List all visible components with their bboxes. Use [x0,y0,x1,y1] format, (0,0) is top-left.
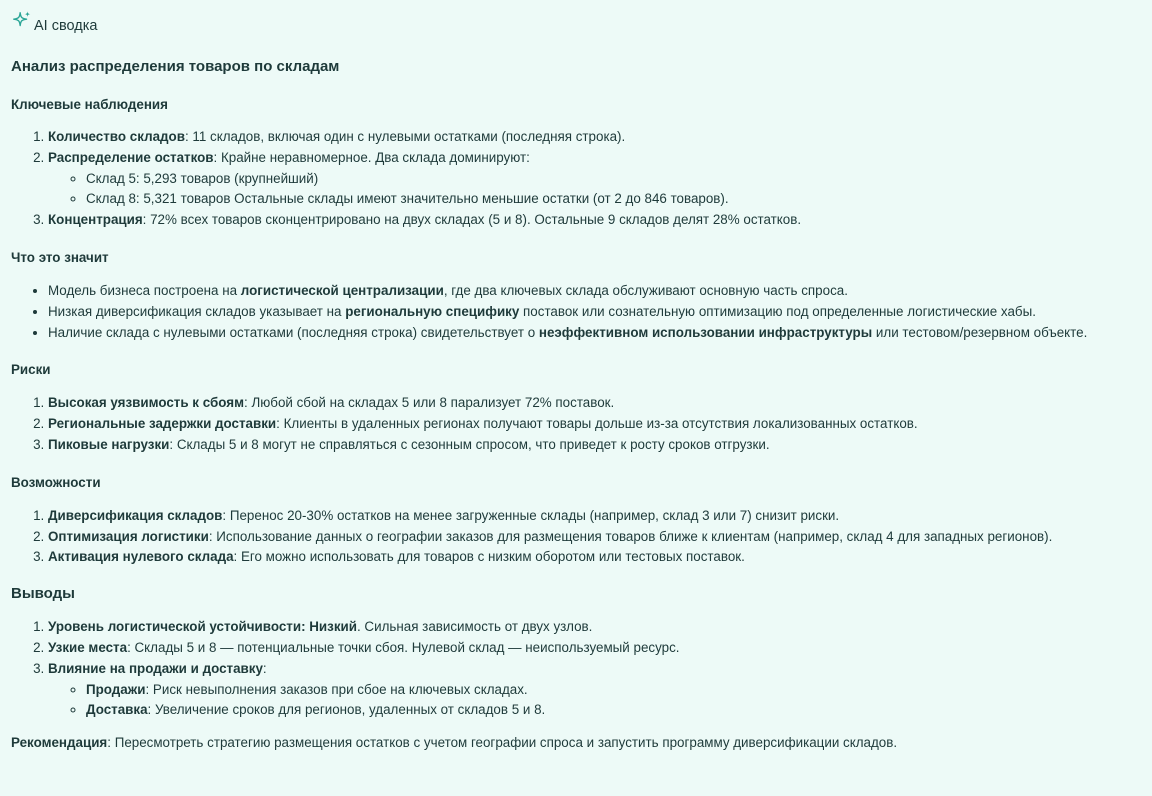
meaning-heading: Что это значит [11,249,109,265]
list-item: 3. Пиковые нагрузки: Склады 5 и 8 могут не справляться с сезонным спросом, что приведет к росту сроков отгрузки. [48,435,1141,456]
observations-section [11,96,1141,231]
opportunities-list [11,506,1141,568]
observations-heading: Ключевые наблюдения [11,97,168,112]
risks-heading: Риски [11,362,51,378]
list-item: 2. Распределение остатков: Крайне неравномерное. Два склада доминируют: ◦ Склад 5: 5,293 товаров (крупнейший) ◦ Склад 8: 5,321 товаров Остальные склады имеют значительно меньшие остатки (от 2 до 846 товаров). [48,148,1141,210]
sub-list-item: ◦ Склад 8: 5,321 товаров Остальные склады имеют значительно меньшие остатки (от 2 до 846 товаров). [86,189,1141,210]
risks-list [11,393,1141,455]
conclusions-heading: Выводы [11,585,75,603]
risks-section [11,361,1141,455]
sparkle-icon [11,10,33,32]
sub-list [48,680,1141,722]
list-item: 1. Уровень логистической устойчивости: Низкий. Сильная зависимость от двух узлов. [48,617,1141,638]
list-item: 3. Концентрация: 72% всех товаров сконцентрировано на двух складах (5 и 8). Остальные 9 складов делят 28% остатков. [48,210,1141,231]
meaning-section [11,249,1141,343]
list-item: • Низкая диверсификация складов указывает на региональную специфику поставок или сознательную оптимизацию под определенные логистические хабы. [48,302,1141,323]
list-item: 3. Активация нулевого склада: Его можно использовать для товаров с низким оборотом или тестовых поставок. [48,547,1141,568]
sub-list [48,169,1141,211]
opportunities-section [11,474,1141,568]
list-item: 1. Высокая уязвимость к сбоям: Любой сбой на складах 5 или 8 парализует 72% поставок. [48,393,1141,414]
sub-list-item: ◦ Склад 5: 5,293 товаров (крупнейший) [86,169,1141,190]
conclusions-list [11,617,1141,721]
list-item: • Модель бизнеса построена на логистической централизации, где два ключевых склада обслуживают основную часть спроса. [48,281,1141,302]
list-item: 3. Влияние на продажи и доставку: ◦ Продажи: Риск невыполнения заказов при сбое на ключевых складах. ◦ Доставка: Увеличение сроков для регионов, удаленных от складов 5 и 8. [48,659,1141,721]
observations-list [11,127,1141,231]
list-item: 2. Узкие места: Склады 5 и 8 — потенциальные точки сбоя. Нулевой склад — неиспользуемый ресурс. [48,638,1141,659]
list-item: 1. Диверсификация складов: Перенос 20-30% остатков на менее загруженные склады (например, склад 3 или 7) снизит риски. [48,506,1141,527]
opportunities-heading: Возможности [11,474,101,490]
sub-list-item: ◦ Доставка: Увеличение сроков для регионов, удаленных от складов 5 и 8. [86,700,1141,721]
conclusions-section [11,584,1141,721]
list-item: 2. Региональные задержки доставки: Клиенты в удаленных регионах получают товары дольше из-за отсутствия локализованных остатков. [48,414,1141,435]
sub-list-item: ◦ Продажи: Риск невыполнения заказов при сбое на ключевых складах. [86,680,1141,701]
summary-header [11,10,1141,38]
list-item: • Наличие склада с нулевыми остатками (последняя строка) свидетельствует о неэффективном использовании инфраструктуры или тестовом/резервном объекте. [48,323,1141,344]
list-item: 2. Оптимизация логистики: Использование данных о географии заказов для размещения товаров ближе к клиентам (например, склад 4 для западных регионов). [48,527,1141,548]
recommendation: Рекомендация: Пересмотреть стратегию размещения остатков с учетом географии спроса и запустить программу диверсификации складов. [11,735,898,751]
summary-title: AI сводка [34,18,98,34]
meaning-list [11,281,1141,343]
list-item: 1. Количество складов: 11 складов, включая один с нулевыми остатками (последняя строка). [48,127,1141,148]
page-title: Анализ распределения товаров по складам [11,58,340,75]
